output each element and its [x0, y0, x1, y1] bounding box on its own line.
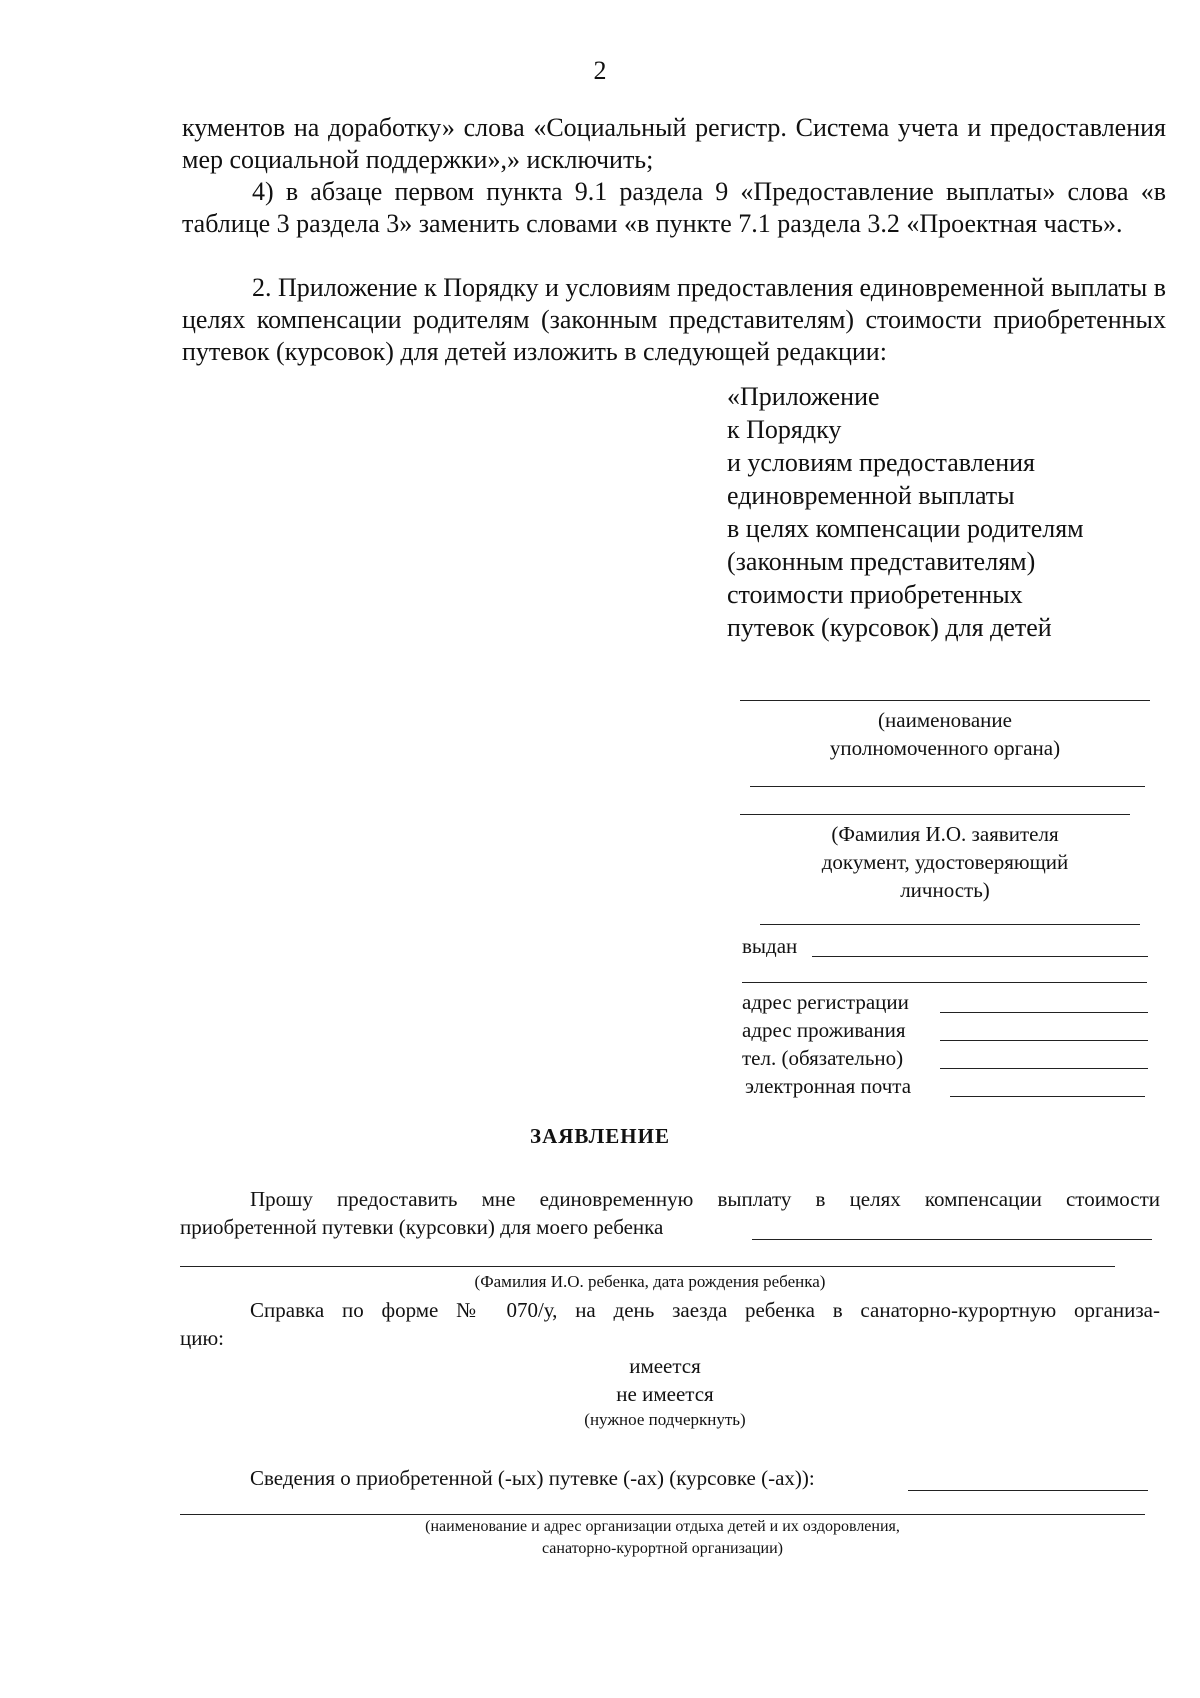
- voucher-info-label: Сведения о приобретенной (-ых) путевке (-ах) (курсовке (-ах)):: [250, 1466, 815, 1490]
- live-address-label: адрес проживания: [742, 1018, 906, 1042]
- appendix-line: (законным представителям): [727, 547, 1036, 576]
- reg-address-field[interactable]: [940, 1012, 1148, 1013]
- applicant-blank-line-1[interactable]: [750, 786, 1145, 787]
- paragraph-continuation: кументов на доработку» слова «Социальный регистр. Система учета и предоставления мер социальной поддержки»,» исключить;: [182, 113, 1166, 174]
- email-field[interactable]: [950, 1096, 1145, 1097]
- appendix-line: к Порядку: [727, 415, 842, 444]
- email-label: электронная почта: [745, 1074, 912, 1098]
- appendix-line: единовременной выплаты: [727, 481, 1015, 510]
- applicant-blank-line-3[interactable]: [760, 924, 1140, 925]
- child-info-field[interactable]: [752, 1239, 1152, 1240]
- option-has-not[interactable]: не имеется: [616, 1382, 714, 1406]
- appendix-line: стоимости приобретенных: [727, 580, 1023, 609]
- phone-label: тел. (обязательно): [742, 1046, 904, 1070]
- applicant-caption-3: личность): [900, 878, 990, 902]
- option-has[interactable]: имеется: [629, 1354, 701, 1378]
- certificate-line-2: цию:: [180, 1326, 224, 1350]
- request-line-2: приобретенной путевки (курсовки) для моего ребенка: [180, 1215, 664, 1239]
- paragraph-item-4: 4) в абзаце первом пункта 9.1 раздела 9 «Предоставление выплаты» слова «в таблице 3 раздела 3» заменить словами «в пункте 7.1 раздела 3.2 «Проектная часть».: [182, 177, 1166, 238]
- issued-field[interactable]: [812, 956, 1148, 957]
- authority-caption-2: уполномоченного органа): [829, 736, 1061, 760]
- issued-label: выдан: [742, 934, 798, 958]
- phone-field[interactable]: [940, 1068, 1148, 1069]
- appendix-line: путевок (курсовок) для детей: [727, 613, 1052, 642]
- org-info-line[interactable]: [180, 1514, 1145, 1515]
- statement-title: ЗАЯВЛЕНИЕ: [530, 1124, 670, 1148]
- option-note: (нужное подчеркнуть): [584, 1410, 746, 1429]
- org-caption-1: (наименование и адрес организации отдыха детей и их оздоровления,: [425, 1518, 900, 1535]
- request-line-1: Прошу предоставить мне единовременную выплату в целях компенсации стоимости: [250, 1187, 1160, 1211]
- reg-address-label: адрес регистрации: [742, 990, 909, 1014]
- page-number: 2: [593, 56, 607, 85]
- voucher-info-field[interactable]: [908, 1490, 1148, 1491]
- appendix-line: «Приложение: [727, 382, 880, 411]
- live-address-field[interactable]: [940, 1040, 1148, 1041]
- child-caption: (Фамилия И.О. ребенка, дата рождения ребенка): [474, 1272, 826, 1291]
- authority-blank-line[interactable]: [740, 700, 1150, 701]
- appendix-line: и условиям предоставления: [727, 448, 1036, 477]
- authority-caption-1: (наименование: [878, 708, 1012, 732]
- applicant-caption-1: (Фамилия И.О. заявителя: [831, 822, 1059, 846]
- applicant-caption-2: документ, удостоверяющий: [821, 850, 1069, 874]
- applicant-blank-line-2[interactable]: [740, 814, 1130, 815]
- appendix-line: в целях компенсации родителям: [727, 514, 1084, 543]
- certificate-line-1: Справка по форме № 070/у, на день заезда ребенка в санаторно-курортную организа-: [250, 1298, 1160, 1322]
- applicant-blank-line-4[interactable]: [742, 982, 1147, 983]
- child-info-line[interactable]: [180, 1266, 1115, 1267]
- appendix-header: [727, 380, 1084, 644]
- paragraph-item-2: 2. Приложение к Порядку и условиям предоставления единовременной выплаты в целях компенсации родителям (законным представителям) стоимости приобретенных путевок (курсовок) для детей изложить в следующей редакции:: [182, 273, 1166, 366]
- org-caption-2: санаторно-курортной организации): [542, 1540, 783, 1557]
